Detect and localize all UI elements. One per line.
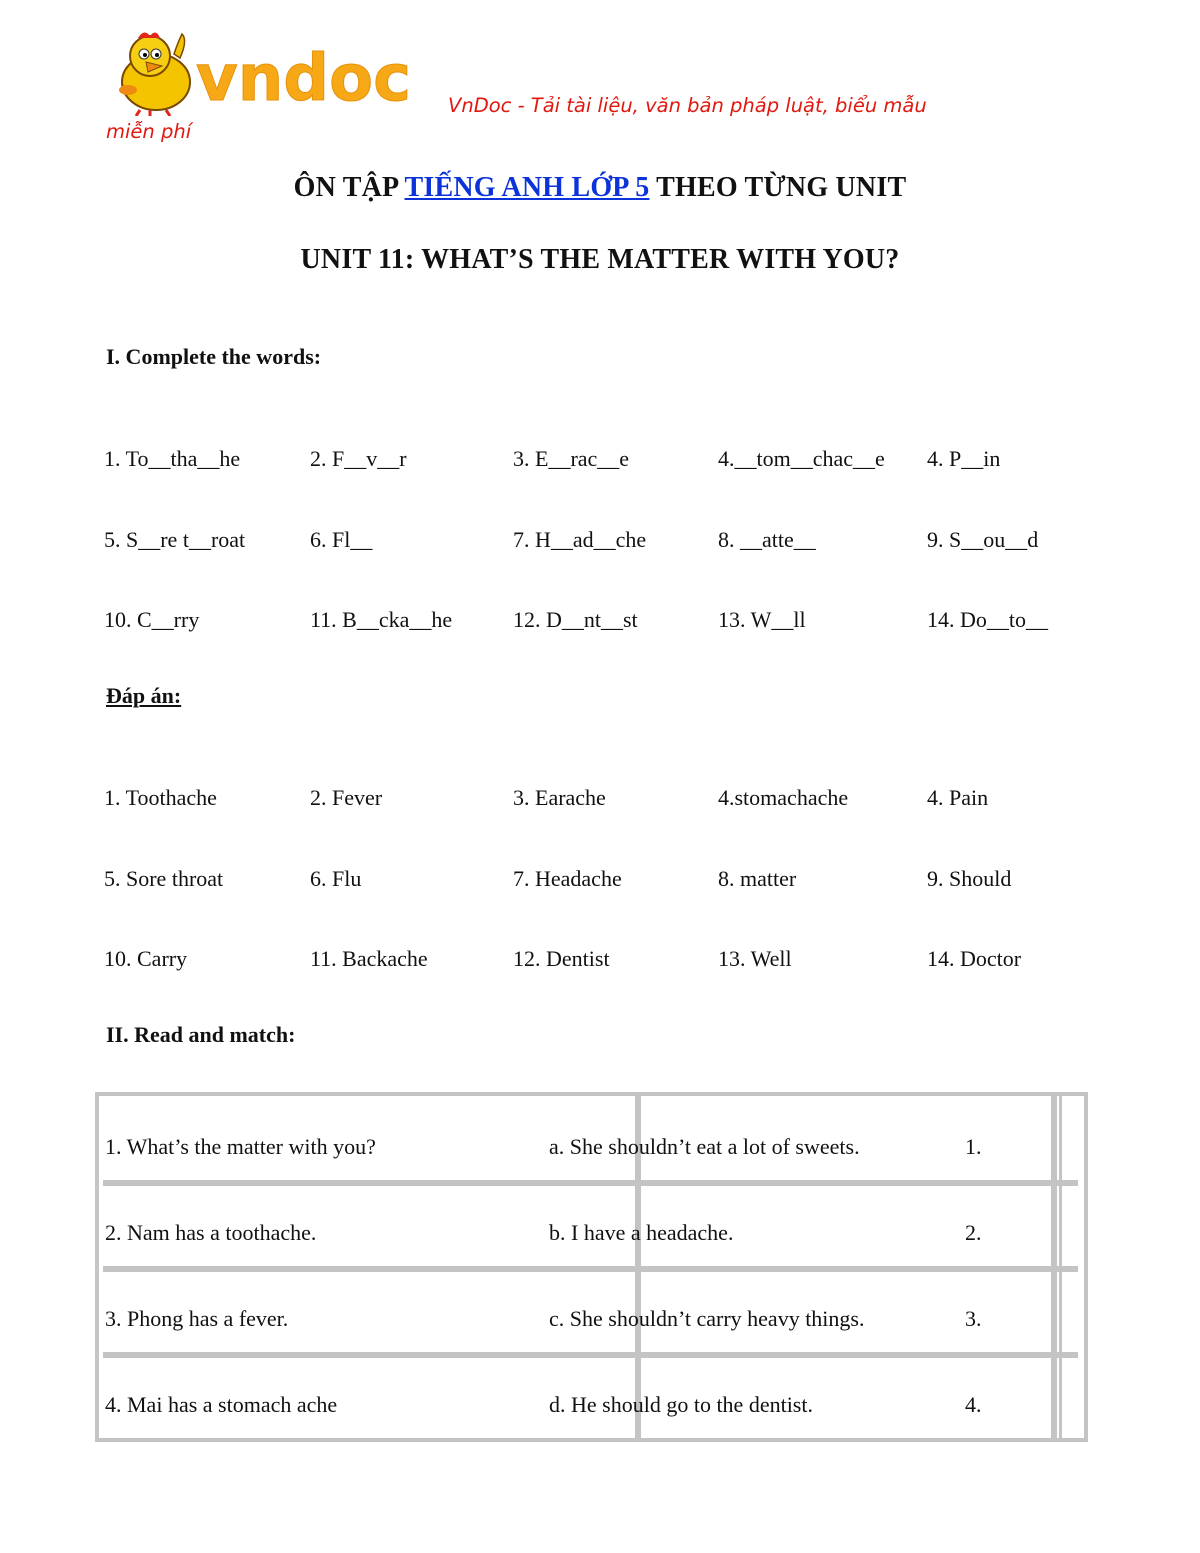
match-slot-cell: 2. [965,1220,982,1245]
question-cell: 2. Nam has a toothache. [105,1220,317,1245]
match-table [95,1092,1088,1442]
section-heading-complete-words: I. Complete the words: [106,344,322,369]
table-divider [103,1266,1078,1272]
answer-item: 4. Pain [927,785,989,810]
answer-key-label: Đáp án: [106,683,182,708]
answer-item: 8. matter [718,865,797,891]
question-cell: 3. Phong has a fever. [105,1306,289,1331]
word-item: 6. Fl__ [310,526,373,552]
question-cell: 1. What’s the matter with you? [105,1134,376,1159]
word-item: 3. E__rac__e [513,446,630,471]
answer-option-cell: d. He should go to the dentist. [549,1392,813,1417]
answer-item: 9. Should [927,865,1012,891]
word-item: 13. W__ll [718,607,806,632]
answer-item: 6. Flu [310,865,362,891]
answer-item: 1. Toothache [104,785,217,810]
answer-item: 12. Dentist [513,946,610,971]
word-item: 11. B__cka__he [310,607,453,632]
title-suffix: THEO TỪNG UNIT [649,172,907,203]
header [106,28,1106,148]
word-item: 10. C__rry [104,607,200,632]
answer-item: 4.stomachache [718,785,849,810]
word-item: 14. Do__to__ [927,607,1048,632]
answer-item: 10. Carry [104,946,188,971]
word-item: 8. __atte__ [718,526,816,552]
word-item: 1. To__tha__he [104,446,241,471]
table-divider [103,1352,1078,1358]
answer-item: 7. Headache [513,865,622,891]
answer-item: 14. Doctor [927,946,1022,971]
word-item: 12. D__nt__st [513,607,638,632]
answer-item: 3. Earache [513,785,606,810]
page-title [0,172,1200,204]
word-item: 2. F__v__r [310,446,407,471]
answer-item: 11. Backache [310,946,428,971]
tagline: VnDoc - Tải tài liệu, văn bản pháp luật, biểu mẫu [448,94,927,117]
match-slot-cell: 1. [965,1134,982,1159]
word-item: 9. S__ou__d [927,526,1039,552]
unit-title: UNIT 11: WHAT’S THE MATTER WITH YOU? [300,244,900,275]
answer-item: 5. Sore throat [104,865,224,891]
match-slot-cell: 3. [965,1306,982,1331]
word-item: 4.__tom__chac__e [718,446,885,471]
title-prefix: ÔN TẬP [293,172,405,203]
answer-item: 2. Fever [310,785,383,810]
tagline-continuation: miễn phí [106,120,192,143]
section-heading-read-match: II. Read and match: [106,1022,296,1047]
vndoc-logo [110,28,440,116]
table-divider [103,1180,1078,1186]
answer-option-cell: b. I have a headache. [549,1220,734,1245]
answer-option-cell: a. She shouldn’t eat a lot of sweets. [549,1134,860,1159]
word-item: 4. P__in [927,446,1001,471]
word-item: 7. H__ad__che [513,526,647,552]
chicken-mascot-icon [119,32,190,116]
answer-item: 13. Well [718,946,792,971]
match-slot-cell: 4. [965,1392,982,1417]
word-item: 5. S__re t__roat [104,526,246,552]
logo-text: vndoc [196,42,411,116]
question-cell: 4. Mai has a stomach ache [105,1392,338,1417]
answer-option-cell: c. She shouldn’t carry heavy things. [549,1306,865,1331]
title-link[interactable]: TIẾNG ANH LỚP 5 [404,172,650,203]
